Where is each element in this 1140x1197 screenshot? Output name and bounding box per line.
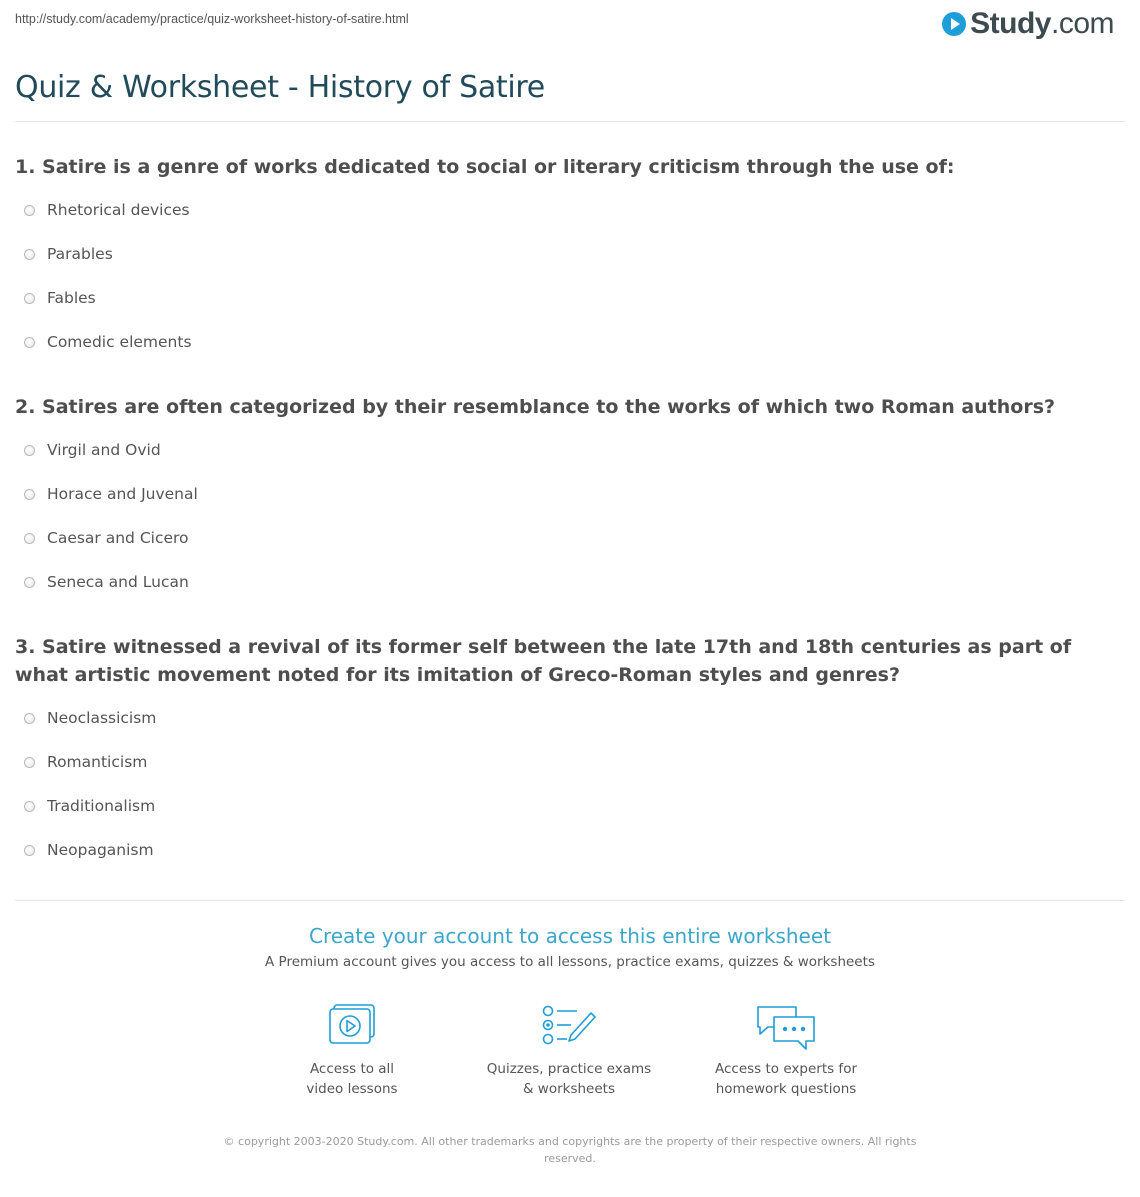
radio-button[interactable]	[24, 445, 35, 456]
radio-button[interactable]	[24, 801, 35, 812]
feature-video-lessons	[252, 1003, 452, 1099]
feature-label-line1: Quizzes, practice exams	[486, 1061, 652, 1077]
question-1: 1. Satire is a genre of works dedicated to social or literary criticism through the use of:	[15, 156, 955, 178]
top-bar	[0, 0, 1140, 50]
option-label: Romanticism	[47, 753, 148, 771]
feature-label-line2: homework questions	[715, 1081, 857, 1097]
page-title: Quiz & Worksheet - History of Satire	[15, 70, 545, 105]
feature-label-line1: Access to all	[309, 1061, 395, 1077]
study-logo[interactable]	[942, 6, 1114, 42]
feature-experts	[686, 1003, 886, 1099]
cta-subtitle: A Premium account gives you access to all lessons, practice exams, quizzes & worksheets	[265, 954, 875, 970]
answer-option[interactable]	[24, 527, 189, 549]
radio-button[interactable]	[24, 845, 35, 856]
radio-button[interactable]	[24, 489, 35, 500]
answer-option[interactable]	[24, 331, 192, 353]
option-label: Parables	[47, 245, 113, 263]
feature-label-line2: & worksheets	[522, 1081, 615, 1097]
option-label: Seneca and Lucan	[47, 573, 189, 591]
radio-button[interactable]	[24, 205, 35, 216]
answer-option[interactable]	[24, 795, 155, 817]
logo-play-icon	[942, 12, 966, 36]
copyright-notice: © copyright 2003-2020 Study.com. All other trademarks and copyrights are the property of their respective owners. All rights reserved.	[223, 1135, 917, 1165]
title-divider	[15, 121, 1125, 122]
radio-button[interactable]	[24, 577, 35, 588]
option-label: Traditionalism	[47, 797, 156, 815]
option-label: Rhetorical devices	[47, 201, 190, 219]
answer-option[interactable]	[24, 483, 198, 505]
cta-create-account-link[interactable]: Create your account to access this entire worksheet	[309, 924, 831, 948]
chat-bubbles-icon	[754, 1003, 818, 1053]
answer-option[interactable]	[24, 707, 156, 729]
radio-button[interactable]	[24, 249, 35, 260]
option-label: Comedic elements	[47, 333, 192, 351]
question-3: 3. Satire witnessed a revival of its former self between the late 17th and 18th centuries as part of what artistic movement noted for its imitation of Greco-Roman styles and genres?	[15, 636, 1072, 686]
option-label: Neoclassicism	[47, 709, 157, 727]
question-2: 2. Satires are often categorized by their resemblance to the works of which two Roman authors?	[15, 396, 1056, 418]
option-label: Caesar and Cicero	[47, 529, 189, 547]
option-label: Fables	[47, 289, 96, 307]
answer-option[interactable]	[24, 439, 161, 461]
video-lessons-icon	[326, 1003, 378, 1047]
answer-option[interactable]	[24, 839, 154, 861]
feature-label-line1: Access to experts for	[714, 1061, 857, 1077]
logo-suffix: .com	[1050, 7, 1114, 40]
radio-button[interactable]	[24, 533, 35, 544]
radio-button[interactable]	[24, 337, 35, 348]
radio-button[interactable]	[24, 757, 35, 768]
option-label: Virgil and Ovid	[47, 441, 161, 459]
radio-button[interactable]	[24, 293, 35, 304]
logo-brand: Study	[970, 7, 1051, 40]
answer-option[interactable]	[24, 287, 96, 309]
option-label: Neopaganism	[47, 841, 154, 859]
feature-label-line2: video lessons	[306, 1081, 398, 1097]
answer-option[interactable]	[24, 199, 190, 221]
answer-option[interactable]	[24, 571, 189, 593]
cta-divider	[15, 900, 1125, 901]
answer-option[interactable]	[24, 243, 113, 265]
radio-button[interactable]	[24, 713, 35, 724]
feature-quizzes	[469, 1003, 669, 1099]
page-url[interactable]: http://study.com/academy/practice/quiz-worksheet-history-of-satire.html	[15, 12, 409, 26]
option-label: Horace and Juvenal	[47, 485, 198, 503]
quiz-checklist-icon	[541, 1003, 597, 1047]
logo-wordmark	[970, 7, 1114, 41]
answer-option[interactable]	[24, 751, 147, 773]
